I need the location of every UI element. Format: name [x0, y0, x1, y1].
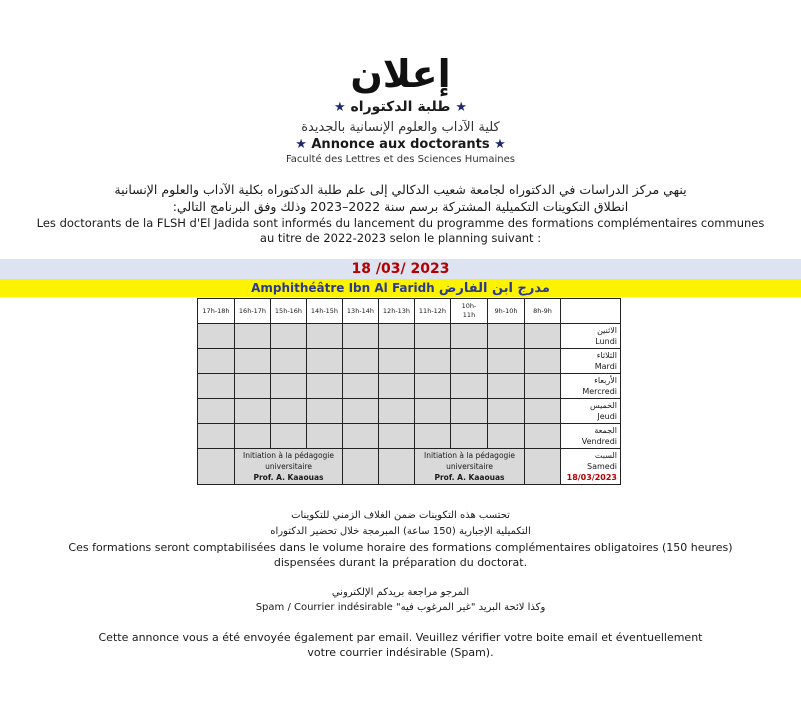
- time-slot: 11h-12h: [415, 299, 451, 324]
- empty-cell: [379, 349, 415, 374]
- empty-cell: [415, 424, 451, 449]
- day-ar: الاثنين: [597, 326, 617, 335]
- empty-cell: [307, 424, 343, 449]
- empty-cell: [525, 449, 561, 485]
- empty-cell: [451, 349, 488, 374]
- empty-cell: [379, 374, 415, 399]
- venue-fr: Amphithéâtre Ibn Al Faridh: [251, 281, 435, 295]
- day-fr: Jeudi: [597, 412, 617, 421]
- day-fr: Mercredi: [582, 387, 617, 396]
- empty-cell: [235, 349, 271, 374]
- empty-cell: [525, 349, 561, 374]
- empty-cell: [488, 374, 525, 399]
- empty-cell: [271, 374, 307, 399]
- subtitle-ar: [0, 98, 801, 117]
- empty-cell: [525, 424, 561, 449]
- day-date: 18/03/2023: [566, 473, 617, 482]
- time-slot: 12h-13h: [379, 299, 415, 324]
- empty-cell: [488, 399, 525, 424]
- footer-fr-line-3: Cette annonce vous a été envoyée également par email. Veuillez vérifier votre boite email et éventuellement: [98, 631, 703, 644]
- day-fr: Samedi: [587, 462, 617, 471]
- time-slot: 16h-17h: [235, 299, 271, 324]
- footer-fr-line-1: Ces formations seront comptabilisées dans le volume horaire des formations complémentaires obligatoires (150 heures): [68, 541, 733, 554]
- day-ar: السبت: [594, 451, 617, 460]
- empty-cell: [379, 449, 415, 485]
- day-fr: Vendredi: [581, 437, 617, 446]
- table-row: [198, 399, 621, 424]
- empty-cell: [343, 349, 379, 374]
- time-slot: 17h-18h: [198, 299, 235, 324]
- faculty-ar: كلية الآداب والعلوم الإنسانية بالجديدة: [301, 120, 500, 135]
- subtitle-fr: [0, 136, 801, 154]
- star-icon: ★: [494, 137, 506, 152]
- time-slot: 14h-15h: [307, 299, 343, 324]
- empty-cell: [271, 399, 307, 424]
- course-afternoon: [235, 449, 343, 485]
- empty-cell: [271, 424, 307, 449]
- intro-fr-line-2: au titre de 2022-2023 selon le planning suivant :: [259, 231, 542, 245]
- footer-ar-line-4: وكذا لائحة البريد "غير المرغوب فيه" Spam / Courrier indésirable: [255, 602, 546, 613]
- day-label: [561, 399, 621, 424]
- announcement-title: إعلان: [350, 52, 451, 96]
- day-ar: الجمعة: [594, 426, 617, 435]
- time-slot: 13h-14h: [343, 299, 379, 324]
- empty-cell: [198, 449, 235, 485]
- table-row: [198, 424, 621, 449]
- footer-ar-line-1: تحتسب هذه التكوينات ضمن الغلاف الزمني للتكوينات: [291, 510, 510, 521]
- day-ar: الأربعاء: [594, 376, 617, 385]
- empty-cell: [343, 399, 379, 424]
- empty-cell: [343, 324, 379, 349]
- empty-cell: [198, 374, 235, 399]
- day-label: [561, 374, 621, 399]
- empty-cell: [198, 399, 235, 424]
- time-slot: 10h- 11h: [451, 299, 488, 324]
- empty-cell: [198, 349, 235, 374]
- empty-cell: [415, 399, 451, 424]
- course-teacher: Prof. A. Kaaouas: [253, 473, 324, 482]
- empty-cell: [307, 399, 343, 424]
- empty-cell: [235, 424, 271, 449]
- empty-cell: [415, 374, 451, 399]
- intro-ar-line-1: ينهي مركز الدراسات في الدكتوراه لجامعة شعيب الدكالي إلى علم طلبة الدكتوراه بكلية الآداب والعلوم الإنسانية: [114, 182, 687, 197]
- table-row: [198, 374, 621, 399]
- course-title: Initiation à la pédagogie universitaire: [242, 451, 334, 471]
- subtitle-fr-text: Annonce aux doctorants: [311, 137, 490, 152]
- star-icon: ★: [455, 100, 467, 115]
- empty-cell: [415, 324, 451, 349]
- empty-cell: [198, 424, 235, 449]
- course-teacher: Prof. A. Kaaouas: [434, 473, 505, 482]
- intro-fr-line-1: Les doctorants de la FLSH d'El Jadida sont informés du lancement du programme des formations complémentaires communes: [36, 216, 765, 230]
- empty-cell: [307, 374, 343, 399]
- empty-cell: [379, 324, 415, 349]
- session-venue: [0, 279, 801, 298]
- empty-cell: [451, 399, 488, 424]
- day-fr: Mardi: [594, 362, 617, 371]
- table-row: [198, 324, 621, 349]
- empty-cell: [343, 374, 379, 399]
- intro-ar-line-2: انطلاق التكوينات التكميلية المشتركة برسم سنة 2022–2023 وذلك وفق البرنامج التالي:: [172, 199, 629, 214]
- empty-cell: [271, 324, 307, 349]
- day-fr: Lundi: [595, 337, 617, 346]
- empty-cell: [488, 349, 525, 374]
- empty-cell: [379, 399, 415, 424]
- day-ar: الخميس: [589, 401, 617, 410]
- course-title: Initiation à la pédagogie universitaire: [423, 451, 515, 471]
- star-icon: ★: [295, 137, 307, 152]
- star-icon: ★: [334, 100, 346, 115]
- empty-cell: [235, 399, 271, 424]
- empty-cell: [307, 349, 343, 374]
- empty-cell: [198, 324, 235, 349]
- empty-cell: [343, 424, 379, 449]
- day-label: [561, 449, 621, 485]
- day-label: [561, 324, 621, 349]
- empty-cell: [525, 399, 561, 424]
- time-header-row: [198, 299, 621, 324]
- empty-cell: [451, 424, 488, 449]
- footer-fr-line-2: dispensées durant la préparation du doctorat.: [273, 556, 528, 569]
- course-morning: [415, 449, 525, 485]
- footer-ar-line-2: التكميلية الإجبارية (150 ساعة) المبرمجة خلال تحضير الدكتوراه: [270, 526, 531, 537]
- day-ar: الثلاثاء: [596, 351, 617, 360]
- time-slot: 8h-9h: [525, 299, 561, 324]
- empty-cell: [379, 424, 415, 449]
- empty-cell: [488, 324, 525, 349]
- schedule-table: [197, 298, 621, 485]
- day-label: [561, 349, 621, 374]
- empty-cell: [525, 324, 561, 349]
- empty-cell: [488, 424, 525, 449]
- table-row: [198, 449, 621, 485]
- empty-cell: [415, 349, 451, 374]
- table-row: [198, 349, 621, 374]
- empty-cell: [451, 374, 488, 399]
- empty-cell: [271, 349, 307, 374]
- time-slot: 15h-16h: [271, 299, 307, 324]
- footer-ar-line-3: المرجو مراجعة بريدكم الإلكتروني: [331, 587, 470, 598]
- empty-cell: [343, 449, 379, 485]
- empty-cell: [235, 324, 271, 349]
- footer-fr-line-4: votre courrier indésirable (Spam).: [307, 646, 494, 659]
- empty-cell: [525, 374, 561, 399]
- empty-cell: [235, 374, 271, 399]
- day-header-empty: [561, 299, 621, 324]
- day-label: [561, 424, 621, 449]
- session-date: 18 /03/ 2023: [351, 261, 450, 277]
- venue-ar: مدرج ابن الفارض: [438, 281, 550, 296]
- empty-cell: [307, 324, 343, 349]
- empty-cell: [451, 324, 488, 349]
- subtitle-ar-text: طلبة الدكتوراه: [350, 99, 451, 115]
- faculty-fr: Faculté des Lettres et des Sciences Humaines: [285, 154, 516, 165]
- time-slot: 9h-10h: [488, 299, 525, 324]
